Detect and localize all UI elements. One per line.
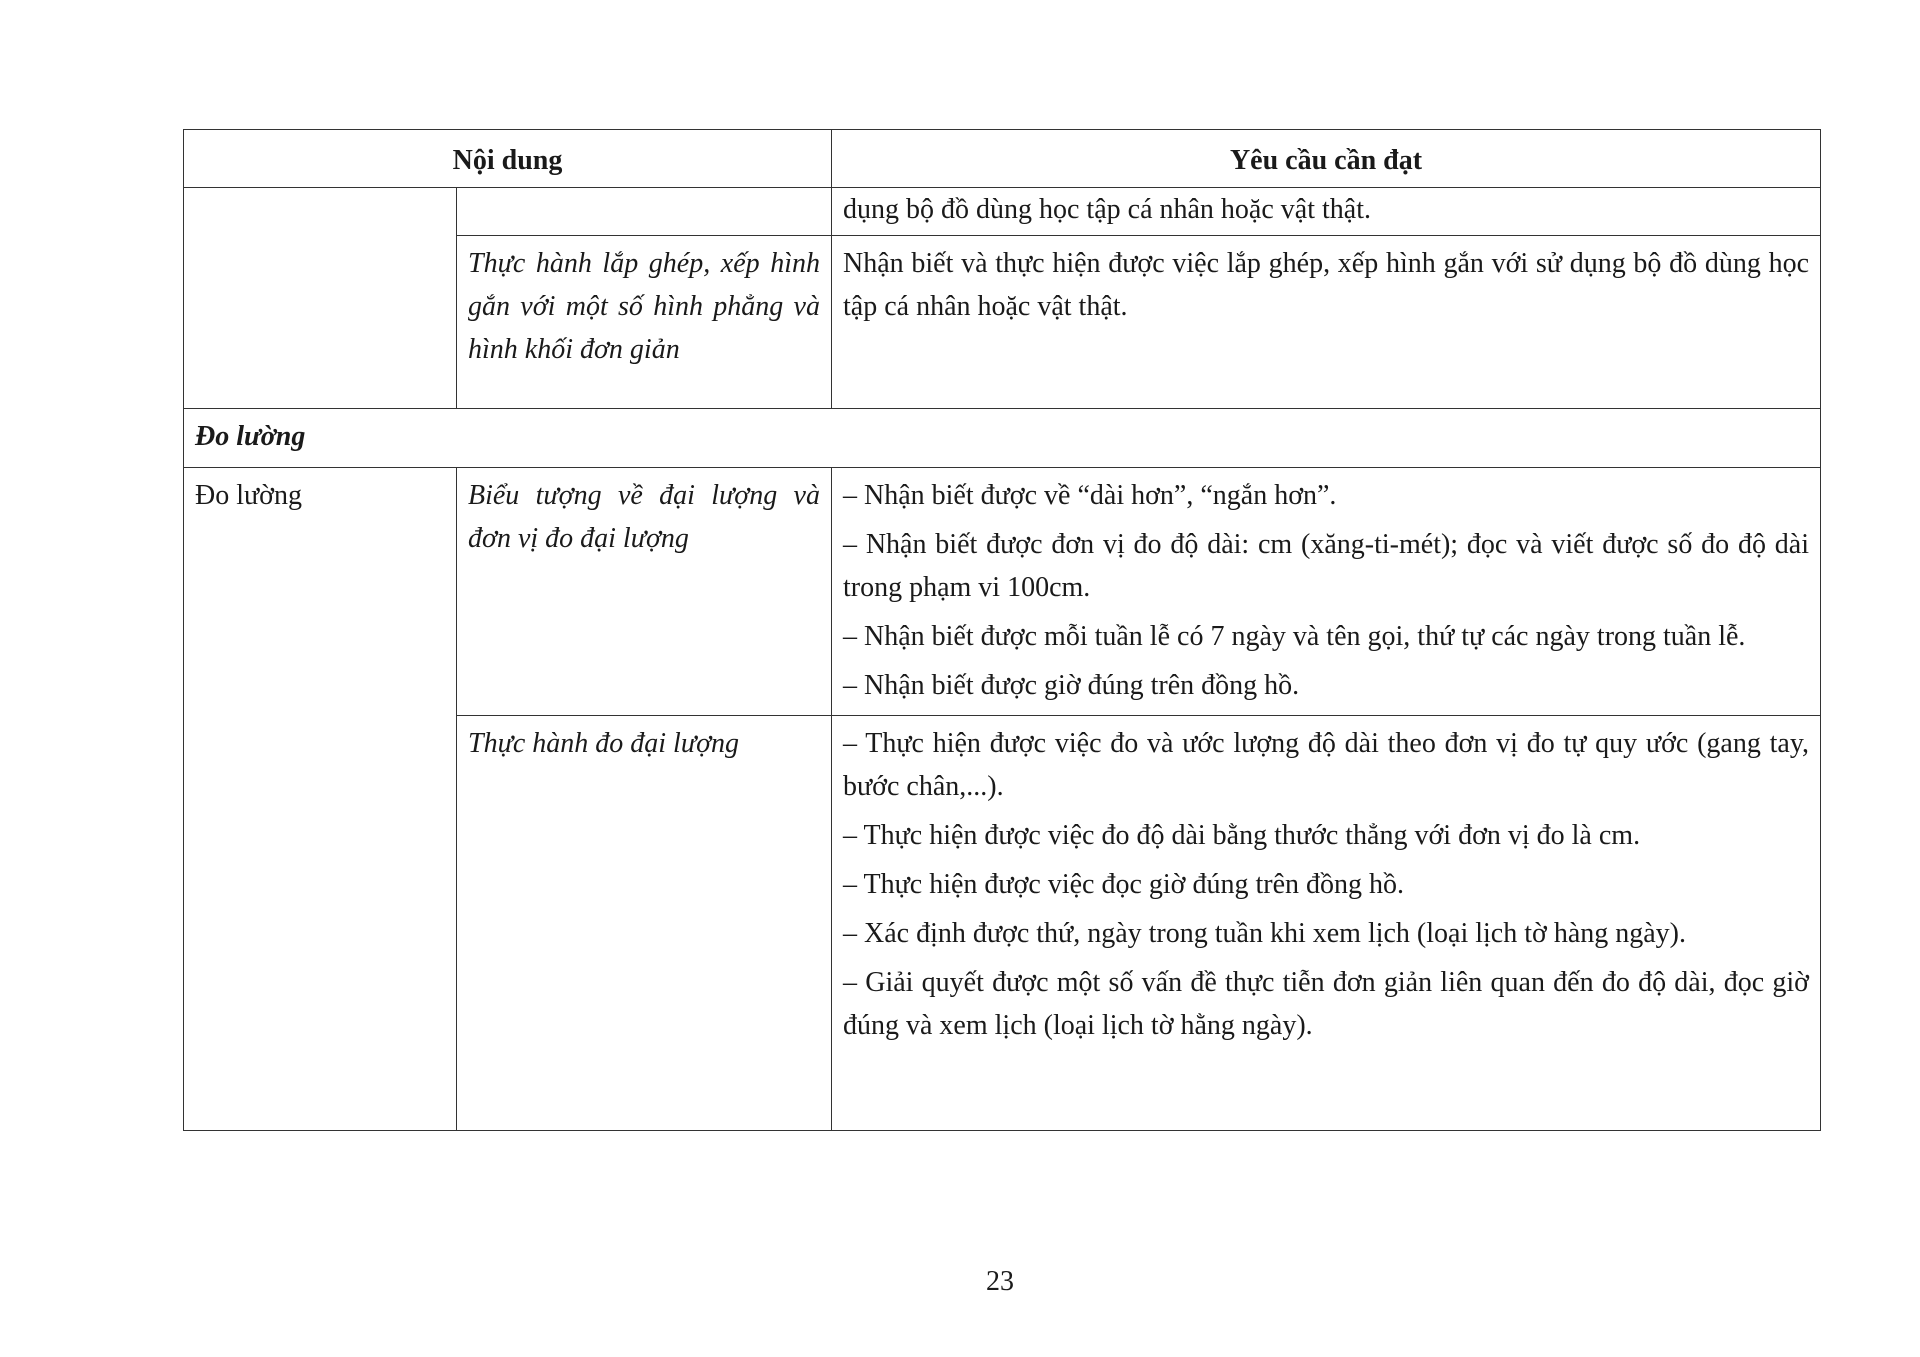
list-item: – Thực hiện được việc đo độ dài bằng thước thẳng với đơn vị đo là cm. bbox=[843, 820, 1641, 851]
subtopic-cell: Biểu tượng về đại lượng và đơn vị đo đại lượng bbox=[457, 468, 832, 716]
subtopic-cell: Thực hành lắp ghép, xếp hình gắn với một số hình phẳng và hình khối đơn giản bbox=[457, 236, 832, 409]
list-item: – Thực hiện được việc đo và ước lượng độ dài theo đơn vị đo tự quy ước (gang tay, bước chân,...). bbox=[843, 728, 1809, 802]
subtopic-cell: Thực hành đo đại lượng bbox=[457, 716, 832, 1131]
list-item: – Nhận biết được về “dài hơn”, “ngắn hơn”. bbox=[843, 480, 1337, 511]
curriculum-table bbox=[183, 129, 1821, 1131]
list-item: – Nhận biết được đơn vị đo độ dài: cm (xăng-ti-mét); đọc và viết được số đo độ dài trong phạm vi 100cm. bbox=[843, 529, 1809, 603]
header-requirements: Yêu cầu cần đạt bbox=[832, 130, 1821, 188]
list-item: – Nhận biết được giờ đúng trên đồng hồ. bbox=[843, 670, 1300, 701]
section-heading: Đo lường bbox=[184, 409, 1821, 468]
table-row bbox=[184, 188, 1821, 236]
list-item: – Giải quyết được một số vấn đề thực tiễn đơn giản liên quan đến đo độ dài, đọc giờ đúng và xem lịch (loại lịch tờ hằng ngày). bbox=[843, 967, 1809, 1041]
header-row bbox=[184, 130, 1821, 188]
list-item: – Nhận biết được mỗi tuần lễ có 7 ngày và tên gọi, thứ tự các ngày trong tuần lễ. bbox=[843, 621, 1746, 652]
list-item: – Xác định được thứ, ngày trong tuần khi xem lịch (loại lịch tờ hàng ngày). bbox=[843, 918, 1686, 949]
requirement-cell bbox=[832, 188, 1821, 236]
page-number: 23 bbox=[986, 1266, 1014, 1297]
section-row bbox=[184, 409, 1821, 468]
header-content: Nội dung bbox=[184, 130, 832, 188]
topic-cell-empty bbox=[184, 188, 457, 409]
subtopic-cell-empty bbox=[457, 188, 832, 236]
requirement-cell bbox=[832, 716, 1821, 1131]
requirement-text: dụng bộ đồ dùng học tập cá nhân hoặc vật thật. bbox=[843, 194, 1371, 225]
topic-cell: Đo lường bbox=[184, 468, 457, 1131]
list-item: – Thực hiện được việc đọc giờ đúng trên đồng hồ. bbox=[843, 869, 1404, 900]
table-row bbox=[184, 468, 1821, 716]
requirement-cell: Nhận biết và thực hiện được việc lắp ghép, xếp hình gắn với sử dụng bộ đồ dùng học tập cá nhân hoặc vật thật. bbox=[832, 236, 1821, 409]
requirement-cell bbox=[832, 468, 1821, 716]
